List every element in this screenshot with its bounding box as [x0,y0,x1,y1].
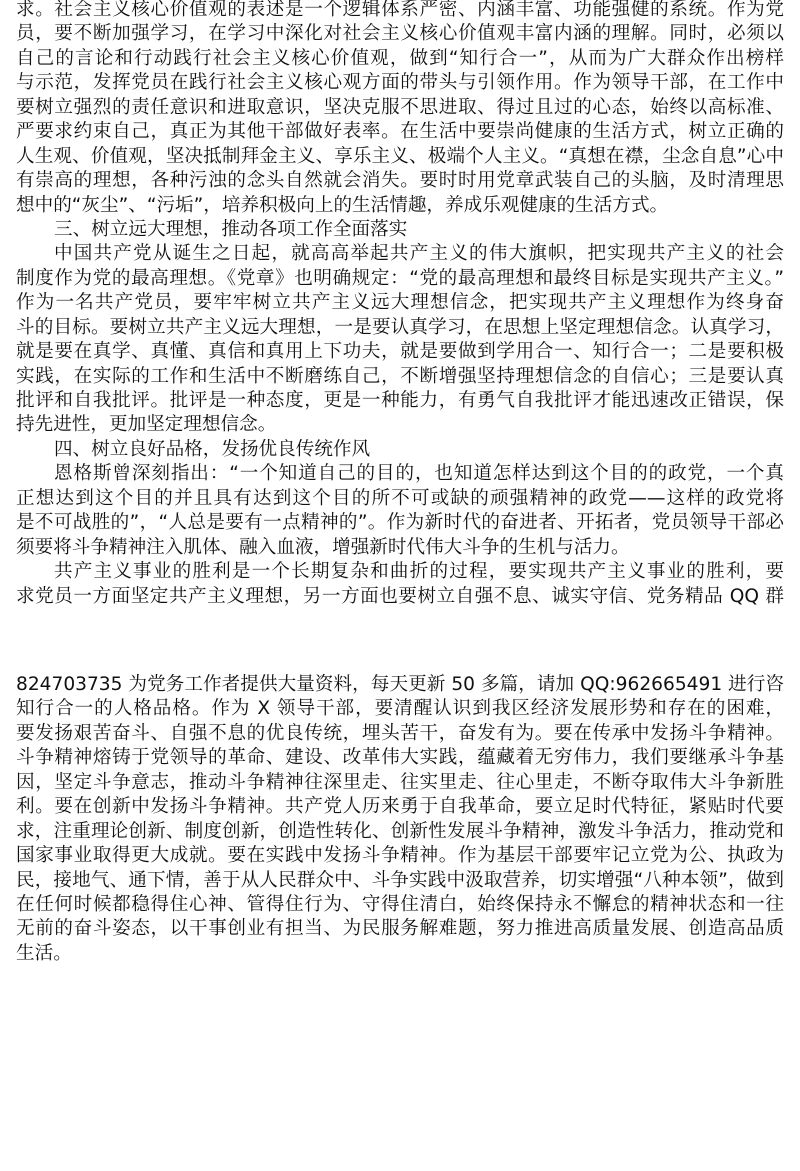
paragraph [16,242,784,438]
text-line: 有崇高的理想，各种污浊的念头自然就会消失。要时时用党章武装自己的头脑，及时清理思 [16,170,784,192]
text-line: 想中的“灰尘”、“污垢”，培养积极向上的生活情趣，养成乐观健康的生活方式。 [16,194,669,216]
text-line: 求，注重理论创新、制度创新，创造性转化、创新性发展斗争精神，激发斗争活力，推动党和 [16,820,784,842]
text-line: 斗的目标。要树立共产主义远大理想，一是要认真学习，在思想上坚定理想信念。认真学习， [16,316,784,338]
paragraph [16,673,784,966]
text-line: 四、树立良好品格，发扬优良传统作风 [54,438,371,460]
text-line: 求党员一方面坚定共产主义理想，另一方面也要树立自强不息、诚实守信、党务精品 QQ 群 [16,585,784,607]
text-line: 作为一名共产党员，要牢牢树立共产主义远大理想信念，把实现共产主义理想作为终身奋 [16,292,784,314]
paragraph [16,0,784,218]
text-line: 批评和自我批评。批评是一种态度，更是一种能力，有勇气自我批评才能迅速改正错误，保 [16,390,784,411]
text-line: 民，接地气、通下情，善于从人民群众中、斗争实践中汲取营养，切实增强“八种本领”，做到 [16,869,784,891]
text-line: 利。要在创新中发扬斗争精神。共产党人历来勇于自我革命，要立足时代特征，紧贴时代要 [16,796,784,818]
text-line: 自己的言论和行动践行社会主义核心价值观，做到“知行合一”，从而为广大群众作出榜样 [16,47,784,69]
text-line: 中国共产党从诞生之日起，就高高举起共产主义的伟大旗帜，把实现共产主义的社会 [54,243,784,265]
text-line: 是不可战胜的”，“人总是要有一点精神的”。作为新时代的奋进者、开拓者，党员领导干部必 [16,512,784,534]
section-heading [16,218,784,242]
section-heading [16,438,784,462]
text-line: 正想达到这个目的并且具有达到这个目的所不可或缺的顽强精神的政党——这样的政党将 [16,487,784,509]
text-line: 无前的奋斗姿态，以干事创业有担当、为民服务解难题，努力推进高质量发展、创造高品质 [16,918,784,940]
text-line: 共产主义事业的胜利是一个长期复杂和曲折的过程，要实现共产主义事业的胜利，要 [54,561,784,583]
text-line: 员，要不断加强学习，在学习中深化对社会主义核心价值观丰富内涵的理解。同时，必须以 [16,23,784,45]
paragraph [16,560,784,609]
text-line: 在任何时候都稳得住心神、管得住行为、守得住清白，始终保持永不懈怠的精神状态和一往 [16,893,784,915]
text-line: 因，坚定斗争意志，推动斗争精神往深里走、往实里走、往心里走，不断夺取伟大斗争新胜 [16,771,784,793]
text-line: 生活。 [16,942,72,964]
text-line: 国家事业取得更大成就。要在实践中发扬斗争精神。作为基层干部要牢记立党为公、执政为 [16,845,784,867]
text-line: 与示范，发挥党员在践行社会主义核心观方面的带头与引领作用。作为领导干部，在工作中 [16,72,784,94]
text-line: 持先进性，更加坚定理想信念。 [16,414,277,436]
paragraph [16,462,784,560]
text-line: 制度作为党的最高理想。《党章》也明确规定：“党的最高理想和最终目标是实现共产主义。” [16,267,784,289]
text-line: 实践，在实际的工作和生活中不断磨练自己，不断增强坚持理想信念的自信心；三是要认真 [16,365,784,387]
document-page-1 [16,0,784,609]
text-line: 知行合一的人格品格。作为 X 领导干部，要清醒认识到我区经济发展形势和存在的困难， [16,698,784,720]
text-line: 要发扬艰苦奋斗、自强不息的优良传统，埋头苦干，奋发有为。要在传承中发扬斗争精神。 [16,722,784,744]
text-line: 就是要在真学、真懂、真信和真用上下功夫，就是要做到学用合一、知行合一；二是要积极 [16,341,784,363]
text-line: 要树立强烈的责任意识和进取意识，坚决克服不思进取、得过且过的心态，始终以高标准、 [16,96,784,118]
text-line: 人生观、价值观，坚决抵制拜金主义、享乐主义、极端个人主义。“真想在襟，尘念自息”心中 [16,145,784,167]
text-line: 须要将斗争精神注入肌体、融入血液，增强新时代伟大斗争的生机与活力。 [16,536,630,558]
text-line: 斗争精神熔铸于党领导的革命、建设、改革伟大实践，蕴藏着无穷伟力，我们要继承斗争基 [16,747,784,769]
text-line: 恩格斯曾深刻指出：“一个知道自己的目的，也知道怎样达到这个目的的政党，一个真 [54,463,784,485]
text-line: 824703735 为党务工作者提供大量资料，每天更新 50 多篇，请加 QQ:962665491 进行咨 [16,674,784,695]
document-page-2 [16,673,784,966]
text-line: 三、树立远大理想，推动各项工作全面落实 [54,218,408,240]
text-line: 求。社会主义核心价值观的表述是一个逻辑体系严密、内涵丰富、功能强健的系统。作为党 [16,0,784,20]
text-line: 严要求约束自己，真正为其他干部做好表率。在生活中要崇尚健康的生活方式，树立正确的 [16,121,784,143]
